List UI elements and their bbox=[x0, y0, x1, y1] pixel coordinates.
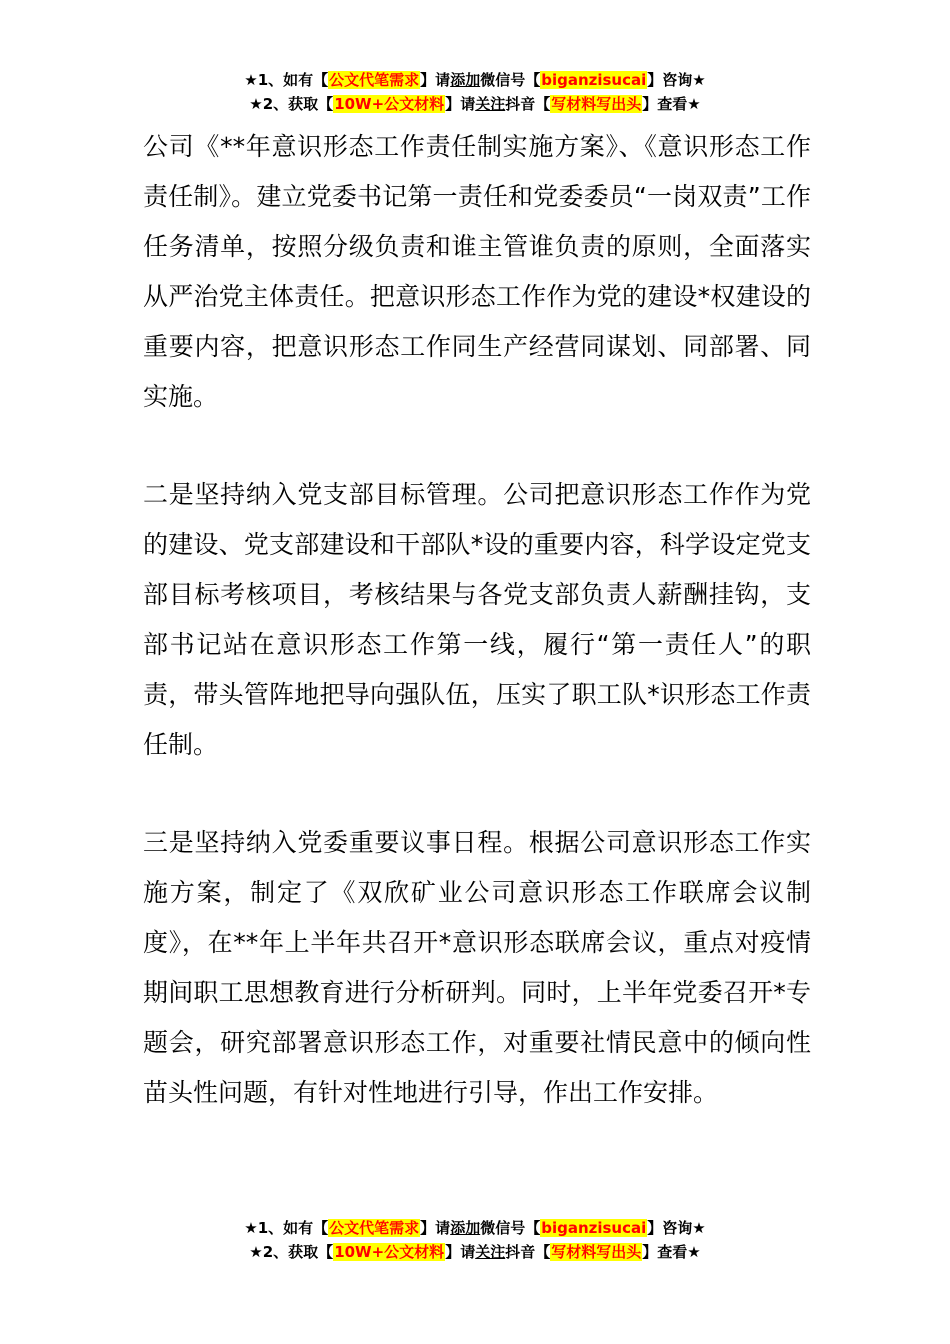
banner-text: 】请 bbox=[420, 1219, 451, 1237]
highlight-materials: 10W+公文材料 bbox=[334, 95, 445, 113]
banner-text: ★1、如有【 bbox=[244, 1219, 329, 1237]
banner-text: ★2、获取【 bbox=[249, 95, 334, 113]
banner-underlined-text: 关注 bbox=[475, 95, 506, 113]
highlight-service: 公文代笔需求 bbox=[329, 71, 420, 89]
body-paragraph-2: 二是坚持纳入党支部目标管理。公司把意识形态工作作为党的建设、党支部建设和干部队*设的重要内容，科学设定党支部目标考核项目，考核结果与各党支部负责人薪酬挂钩，支部书记站在意识形态工作第一线，履行“第一责任人”的职责，带头管阵地把导向强队伍，压实了职工队*识形态工作责任制。 bbox=[143, 480, 811, 759]
highlight-materials: 10W+公文材料 bbox=[334, 1243, 445, 1261]
banner-line-1 bbox=[0, 1216, 950, 1240]
banner-line-2 bbox=[0, 92, 950, 116]
banner-text: 抖音【 bbox=[505, 95, 551, 113]
banner-text: 】查看★ bbox=[642, 95, 701, 113]
banner-text: 】请 bbox=[445, 95, 476, 113]
banner-line-2 bbox=[0, 1240, 950, 1264]
highlight-douyin-account: 写材料写出头 bbox=[551, 1243, 642, 1261]
body-paragraph-1: 公司《**年意识形态工作责任制实施方案》、《意识形态工作责任制》。建立党委书记第一责任和党委委员“一岗双责”工作任务清单，按照分级负责和谁主管谁负责的原则，全面落实从严治党主体责任。把意识形态工作作为党的建设*权建设的重要内容，把意识形态工作同生产经营同谋划、同部署、同实施。 bbox=[143, 132, 811, 411]
banner-text: 抖音【 bbox=[505, 1243, 551, 1261]
banner-text: 】咨询★ bbox=[647, 1219, 706, 1237]
banner-text: 】查看★ bbox=[642, 1243, 701, 1261]
footer-banner bbox=[0, 1216, 950, 1264]
banner-line-1 bbox=[0, 68, 950, 92]
banner-text: 】咨询★ bbox=[647, 71, 706, 89]
header-banner bbox=[0, 68, 950, 116]
body-paragraph-3: 三是坚持纳入党委重要议事日程。根据公司意识形态工作实施方案，制定了《双欣矿业公司意识形态工作联席会议制度》，在**年上半年共召开*意识形态联席会议，重点对疫情期间职工思想教育进行分析研判。同时，上半年党委召开*专题会，研究部署意识形态工作，对重要社情民意中的倾向性苗头性问题，有针对性地进行引导，作出工作安排。 bbox=[143, 828, 811, 1107]
highlight-wechat-id: biganzisucai bbox=[541, 1219, 647, 1237]
highlight-douyin-account: 写材料写出头 bbox=[551, 95, 642, 113]
banner-text: ★1、如有【 bbox=[244, 71, 329, 89]
banner-underlined-text: 关注 bbox=[475, 1243, 506, 1261]
banner-text: 】请 bbox=[445, 1243, 476, 1261]
banner-underlined-text: 添加 bbox=[450, 1219, 481, 1237]
highlight-service: 公文代笔需求 bbox=[329, 1219, 420, 1237]
banner-text: 】请 bbox=[420, 71, 451, 89]
banner-text: 微信号【 bbox=[480, 1219, 541, 1237]
highlight-wechat-id: biganzisucai bbox=[541, 71, 647, 89]
banner-underlined-text: 添加 bbox=[450, 71, 481, 89]
banner-text: 微信号【 bbox=[480, 71, 541, 89]
banner-text: ★2、获取【 bbox=[249, 1243, 334, 1261]
